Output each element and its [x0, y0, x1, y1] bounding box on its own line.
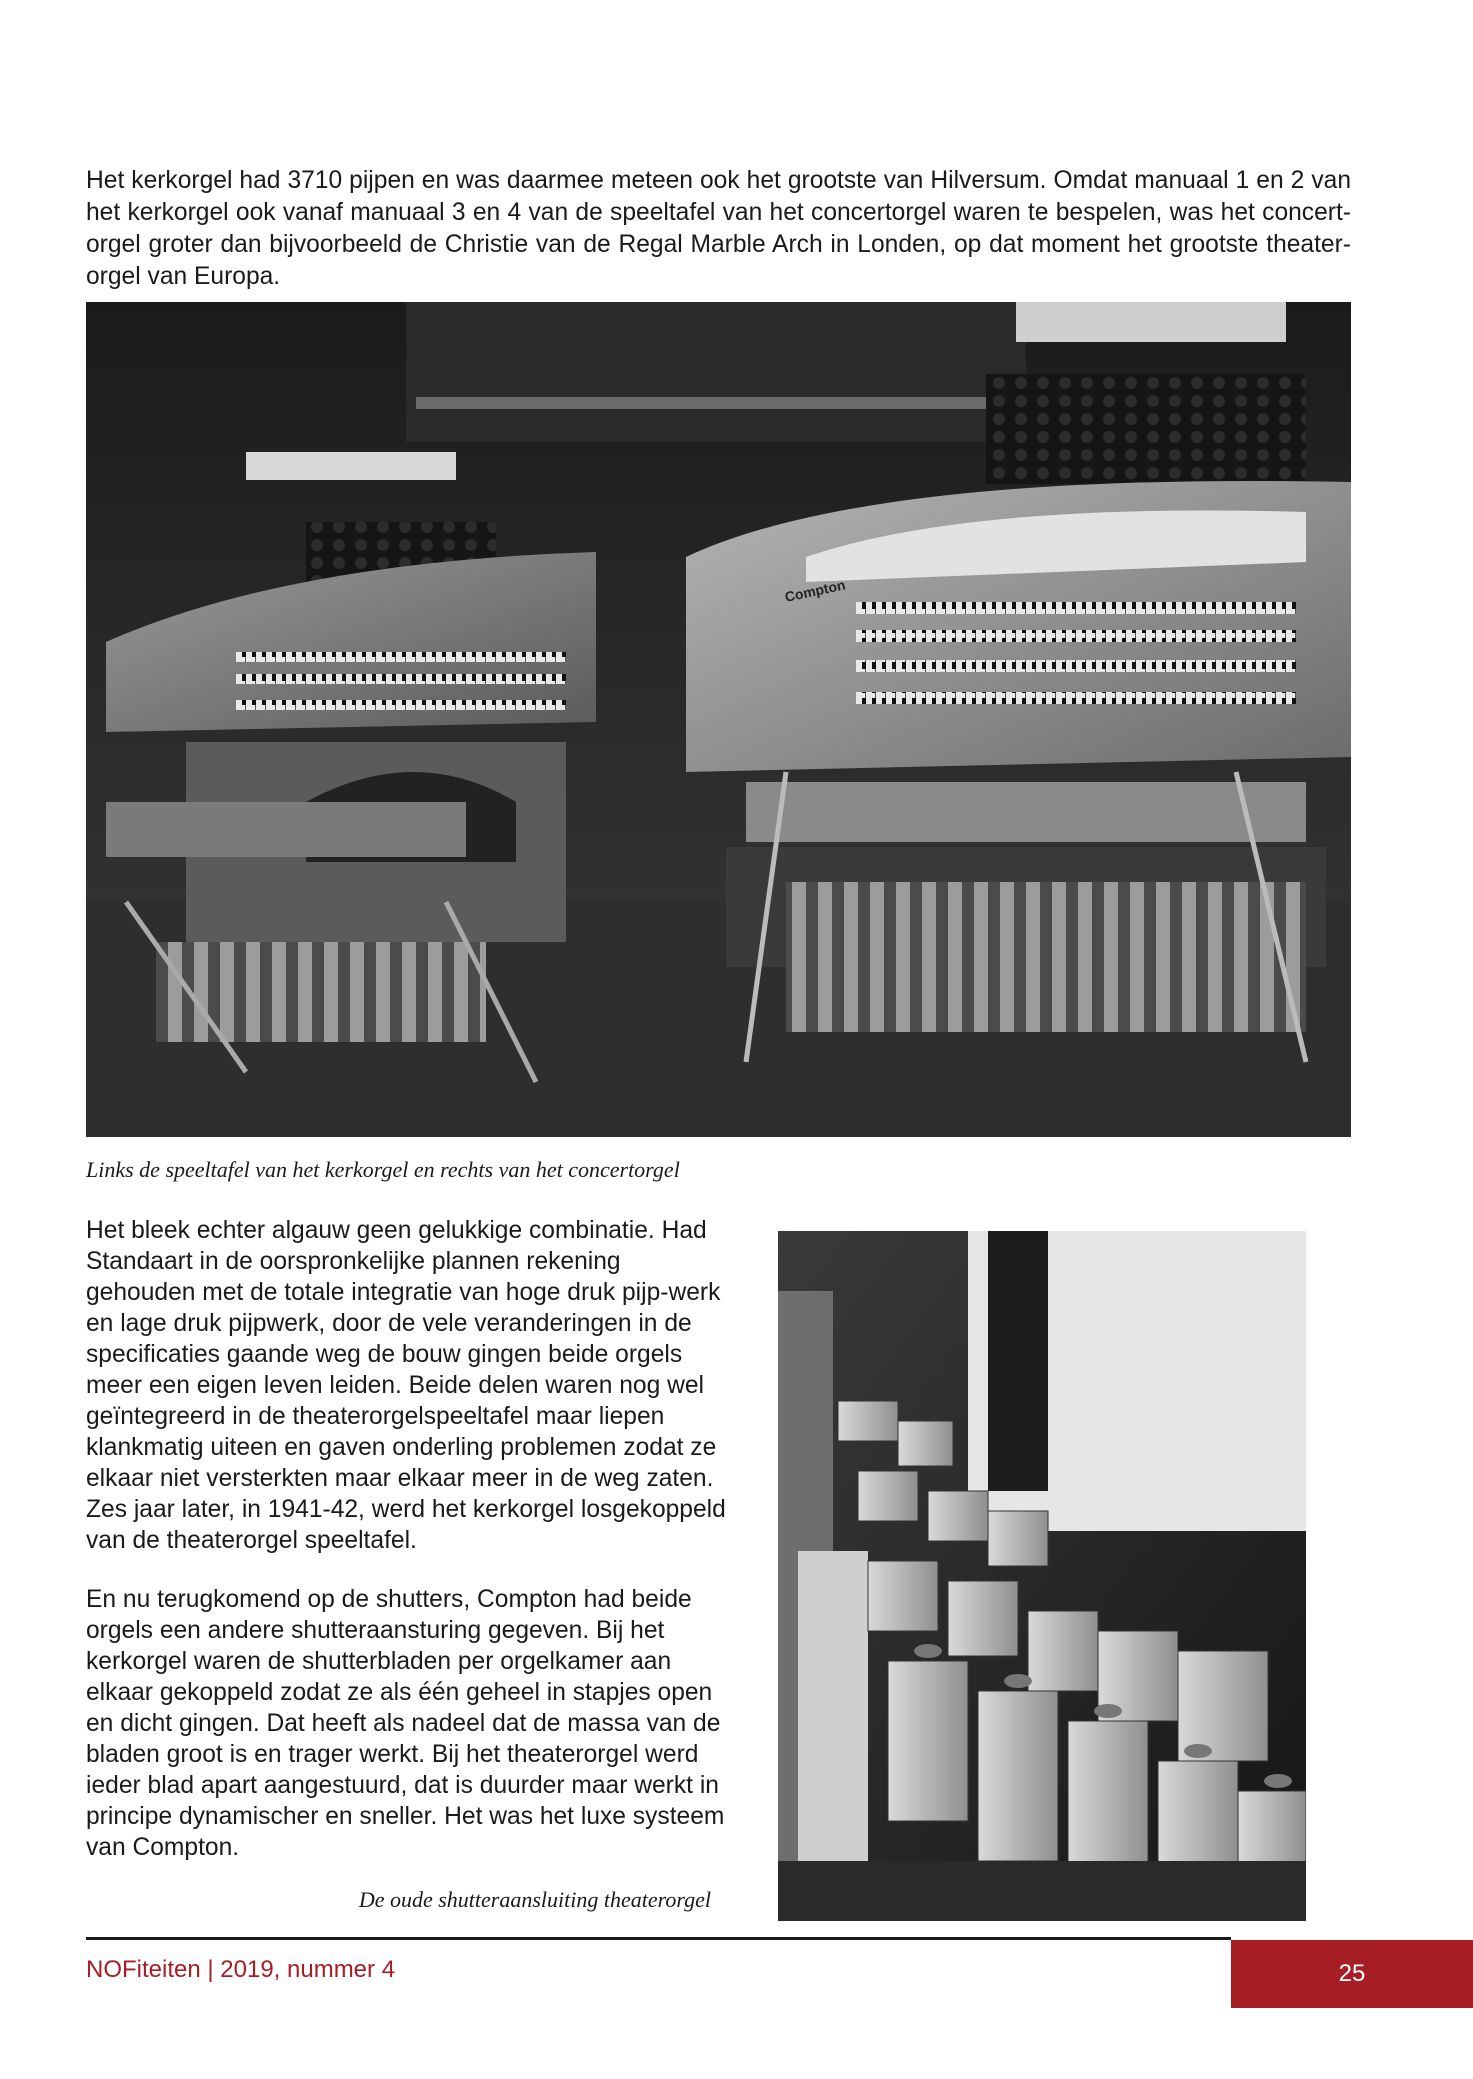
- page-number: 25: [1231, 1940, 1473, 2008]
- footer-publication: NOFiteiten | 2019, nummer 4: [86, 1956, 396, 1983]
- organ-consoles-photo: [86, 302, 1351, 1137]
- photo-top-caption: Links de speeltafel van het kerkorgel en rechts van het concertorgel: [86, 1157, 680, 1182]
- intro-paragraph: Het kerkorgel had 3710 pijpen en was daarmee meteen ook het grootste van Hilversum. Omdat manuaal 1 en 2 van het kerkorgel ook vanaf manuaal 3 en 4 van de speeltafel van het concertorgel waren te bespelen, was het concert-orgel groter dan bijvoorbeeld de Christie van de Regal Marble Arch in Londen, op dat moment het grootste theater-orgel van Europa.: [86, 167, 1351, 290]
- footer-rule: [86, 1937, 1231, 1940]
- body-paragraph-1: Het bleek echter algauw geen gelukkige combinatie. Had Standaart in de oorspronkelijke plannen rekening gehouden met de totale integratie van hoge druk pijp-werk en lage druk pijpwerk, door de vele veranderingen in de specificaties gaande weg de bouw gingen beide orgels meer een eigen leven leiden. Beide delen waren nog wel geïntegreerd in de theaterorgelspeeltafel maar liepen klankmatig uiteen en gaven onderling problemen zodat ze elkaar niet versterkten maar elkaar meer in de weg zaten. Zes jaar later, in 1941-42, werd het kerkorgel losgekoppeld van de theaterorgel speeltafel.: [86, 1217, 726, 1554]
- body-paragraph-2: En nu terugkomend op de shutters, Compton had beide orgels een andere shutteraansturing gegeven. Bij het kerkorgel waren de shutterbladen per orgelkamer aan elkaar gekoppeld zodat ze als één geheel in stapjes open en dicht gingen. Dat heeft als nadeel dat de massa van de bladen groot is en trager werkt. Bij het theaterorgel werd ieder blad apart aangestuurd, dat is duurder maar werkt in principe dynamischer en sneller. Het was het luxe systeem van Compton.: [86, 1586, 725, 1861]
- shutter-connection-photo: [778, 1231, 1306, 1921]
- body-column: [86, 1215, 726, 1891]
- photo-right-caption: De oude shutteraansluiting theaterorgel: [358, 1887, 711, 1912]
- compton-nameplate: Compton: [783, 576, 847, 605]
